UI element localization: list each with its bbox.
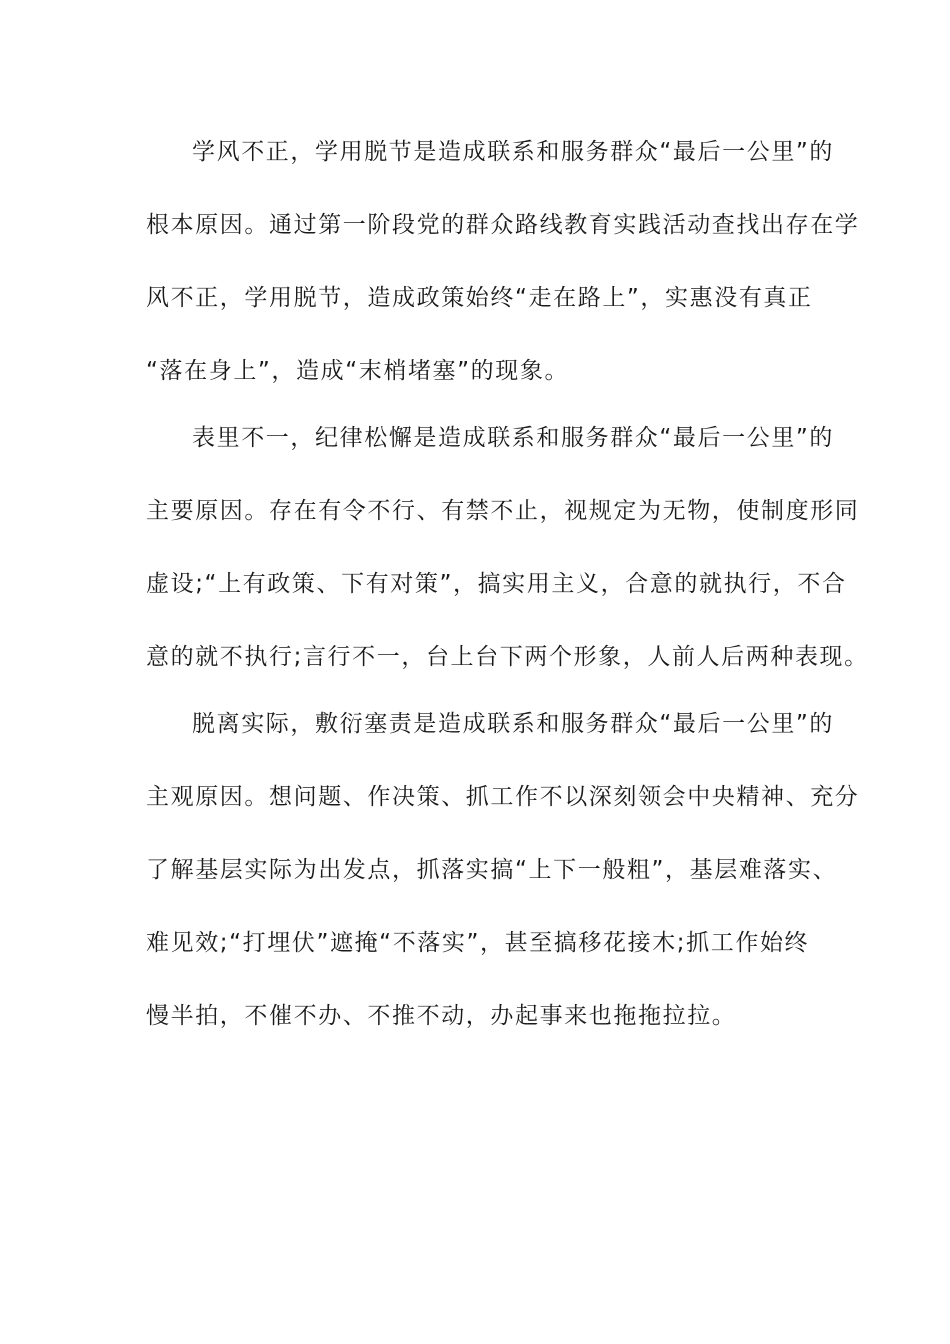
paragraph-1-line-3: 风不正，学用脱节，造成政策始终“走在路上”，实惠没有真正 [146,285,813,311]
paragraph-3-line-5: 慢半拍，不催不办、不推不动，办起事来也拖拖拉拉。 [146,1003,737,1029]
paragraph-3-line-3: 了解基层实际为出发点，抓落实搞“上下一般粗”，基层难落实、 [146,857,838,883]
paragraph-1-line-1: 学风不正，学用脱节是造成联系和服务群众“最后一公里”的 [192,139,835,165]
paragraph-1-line-2: 根本原因。通过第一阶段党的群众路线教育实践活动查找出存在学 [146,212,860,238]
paragraph-3-line-2: 主观原因。想问题、作决策、抓工作不以深刻领会中央精神、充分 [146,784,860,810]
paragraph-2-line-1: 表里不一，纪律松懈是造成联系和服务群众“最后一公里”的 [192,425,835,451]
paragraph-2-line-4: 意的就不执行;言行不一，台上台下两个形象，人前人后两种表现。 [146,644,869,670]
paragraph-2-line-2: 主要原因。存在有令不行、有禁不止，视规定为无物，使制度形同 [146,498,860,524]
paragraph-1-line-4: “落在身上”，造成“末梢堵塞”的现象。 [146,358,570,384]
paragraph-3-line-4: 难见效;“打埋伏”遮掩“不落实”，甚至搞移花接木;抓工作始终 [146,930,810,956]
paragraph-2-line-3: 虚设;“上有政策、下有对策”，搞实用主义，合意的就执行，不合 [146,571,847,597]
paragraph-3-line-1: 脱离实际，敷衍塞责是造成联系和服务群众“最后一公里”的 [192,711,835,737]
